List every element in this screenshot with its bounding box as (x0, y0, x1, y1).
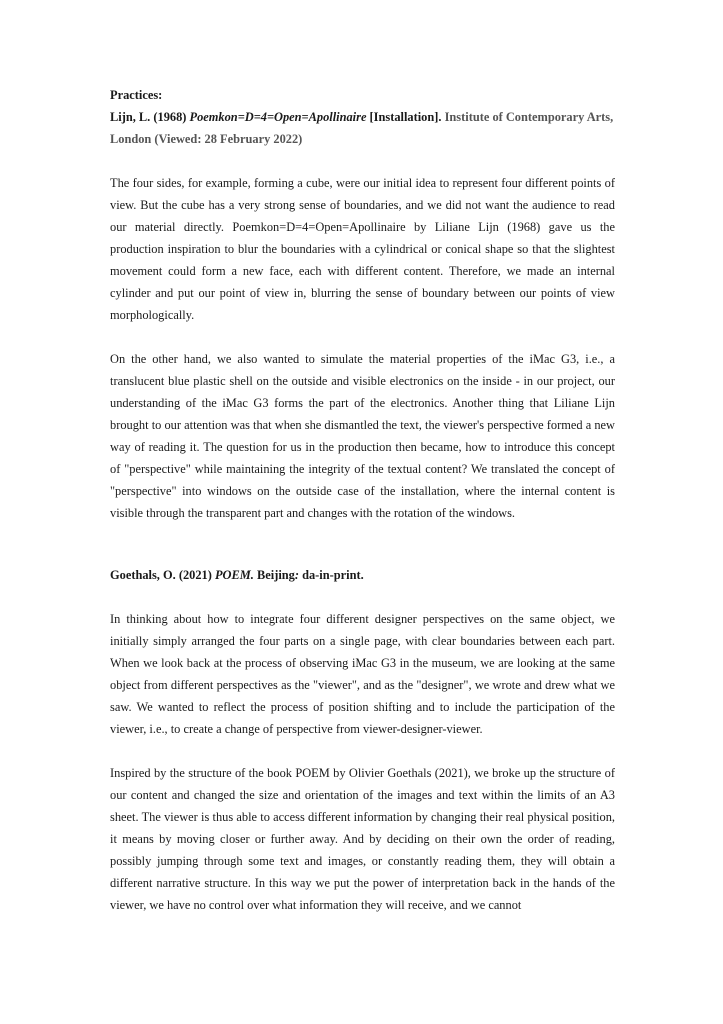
reference-title: Poemkon=D=4=Open=Apollinaire (189, 110, 367, 124)
reference-place: Beijing (253, 568, 295, 582)
paragraph-2: On the other hand, we also wanted to simulate the material properties of the iMac G3, i.e., a translucent blue plastic shell on the outside and visible electronics on the inside - in our project, our understanding of the iMac G3 forms the part of the electronics. Another thing that Liliane Lijn brought to our attention was that when she dismantled the text, the viewer's perspective formed a new way of reading it. The question for us in the production then became, how to introduce this concept of "perspective" while maintaining the integrity of the textual content? We translated the concept of "perspective" into windows on the outside case of the installation, where the internal content is visible through the transparent part and changes with the rotation of the windows. (110, 352, 615, 520)
document-page (110, 84, 615, 916)
reference-title: POEM. (214, 568, 254, 582)
section-label: Practices: (110, 88, 163, 102)
reference-type: [Installation]. (366, 110, 445, 124)
reference-author-year: Lijn, L. (1968) (110, 110, 190, 124)
reference-goethals (110, 564, 615, 586)
reference-author-year: Goethals, O. (2021) (110, 568, 215, 582)
paragraph-4: Inspired by the structure of the book POEM by Olivier Goethals (2021), we broke up the structure of our content and changed the size and orientation of the images and text within the limits of an A3 sheet. The viewer is thus able to access different information by changing their real physical position, it means by moving closer or further away. And by deciding on their own the order of reading, possibly jumping through some text and images, or constantly reading them, they will obtain a different narrative structure. In this way we put the power of interpretation back in the hands of the viewer, we have no control over what information they will receive, and we cannot (110, 766, 615, 912)
paragraph-1: The four sides, for example, forming a cube, were our initial idea to represent four different points of view. But the cube has a very strong sense of boundaries, and we did not want the audience to read our material directly. Poemkon=D=4=Open=Apollinaire by Liliane Lijn (1968) gave us the production inspiration to blur the boundaries with a cylindrical or conical shape so that the slightest movement could form a new face, each with different content. Therefore, we made an internal cylinder and put our point of view in, blurring the sense of boundary between our points of view morphologically. (110, 176, 615, 322)
reference-publisher: da-in-print. (299, 568, 364, 582)
reference-colon: : (294, 568, 299, 582)
reference-lijn (110, 106, 615, 150)
reference-place: Institute of Contemporary Arts, London (Viewed: 28 February 2022) (110, 110, 614, 146)
paragraph-3: In thinking about how to integrate four different designer perspectives on the same object, we initially simply arranged the four parts on a single page, with clear boundaries between each part. When we look back at the process of observing iMac G3 in the museum, we are looking at the same object from different perspectives as the "viewer", and as the "designer", we wrote and drew what we saw. We wanted to reflect the process of position shifting and to include the participation of the viewer, i.e., to create a change of perspective from viewer-designer-viewer. (110, 612, 615, 736)
